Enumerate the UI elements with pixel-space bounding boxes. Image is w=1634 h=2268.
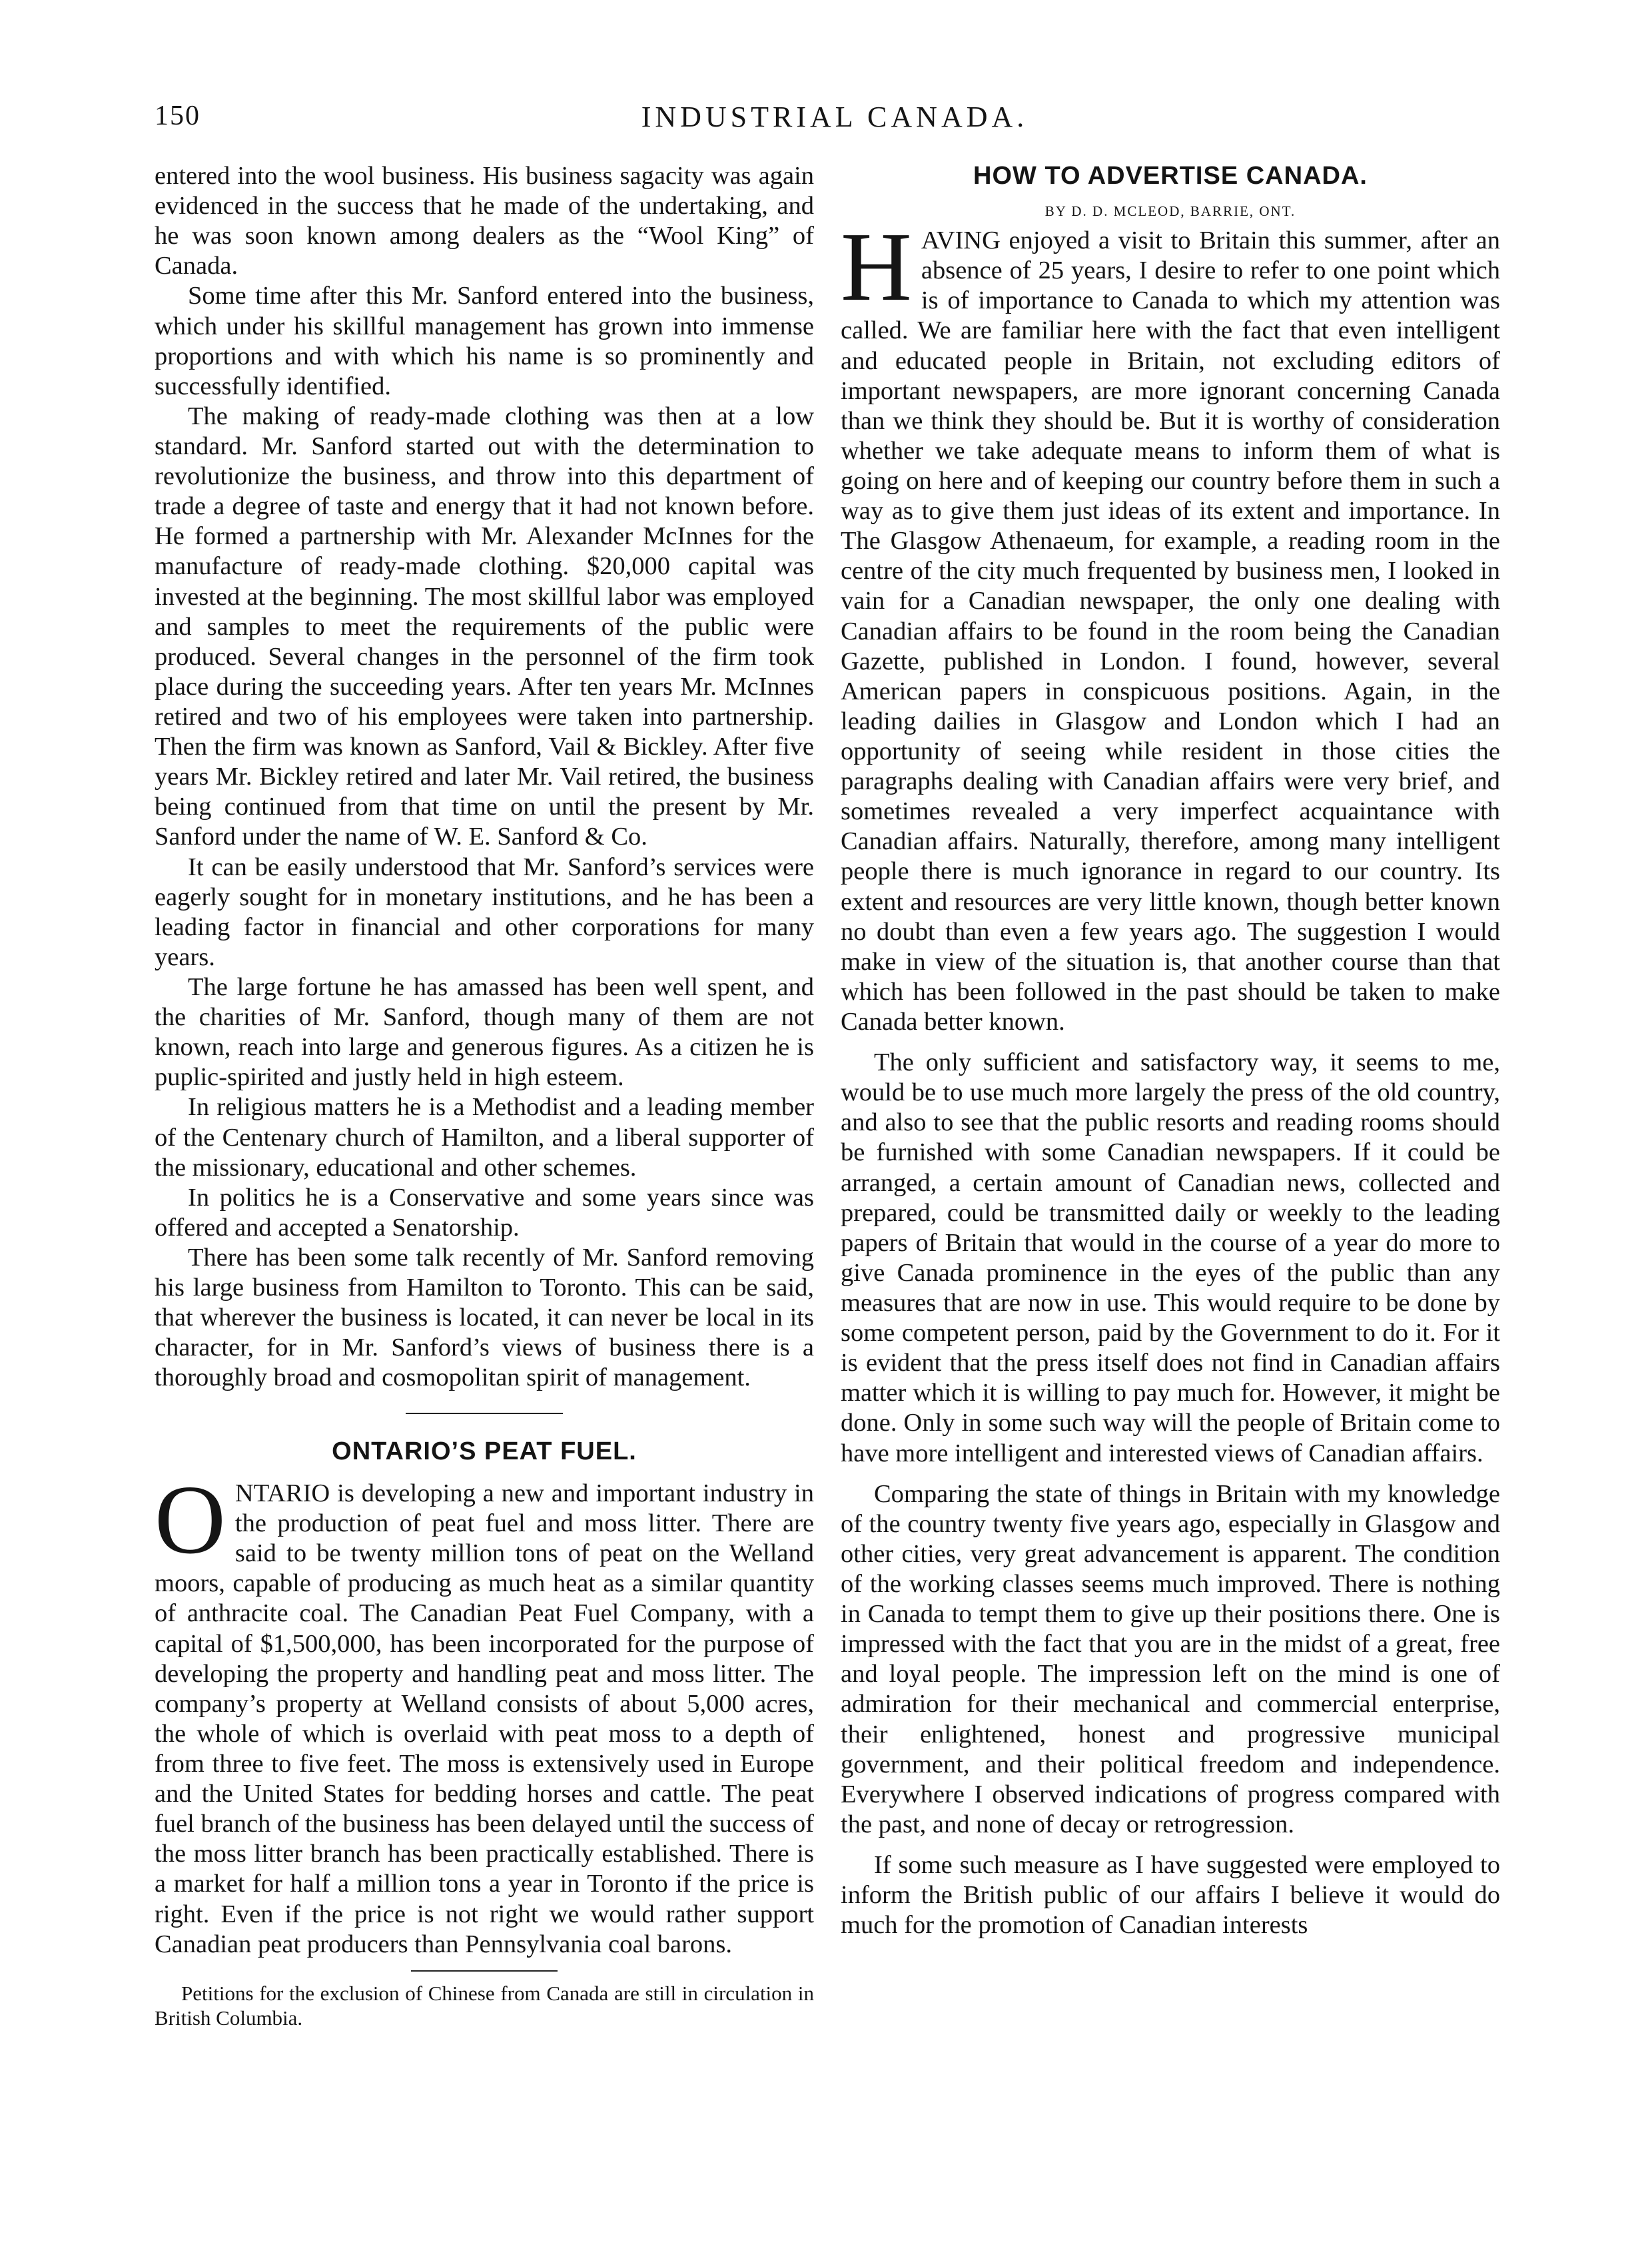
drop-cap: O xyxy=(155,1465,226,1575)
article-paragraph: entered into the wool business. His business sagacity was again evidenced in the success that he made of the undertaking, and he was soon known among dealers as the “Wool King” of Canada. xyxy=(155,162,814,280)
byline: BY D. D. MCLEOD, BARRIE, ONT. xyxy=(1044,202,1296,219)
peat-article-title: ONTARIO’S PEAT FUEL. xyxy=(332,1437,637,1466)
advertise-article-title: HOW TO ADVERTISE CANADA. xyxy=(973,162,1368,190)
peat-article-text: is developing a new and important industry in the production of peat fuel and moss litter. There are said to be twenty million tons of peat on the Welland moors, capable of producing as much heat as a similar quantity of anthracite coal. The Canadian Peat Fuel Company, with a capital of $1,500,000, has been incorporated for the purpose of developing the property and handling peat and moss litter. The company’s property at Welland consists of about 5,000 acres, the whole of which is overlaid with peat moss to a depth of from three to five feet. The moss is extensively used in Europe and the United States for bedding horses and cattle. The peat fuel branch of the business has been delayed until the success of the moss litter branch has been practically established. There is a market for half a million tons a year in Toronto if the price is right. Even if the price is not right we would rather support Canadian peat producers than Pennsylvania coal barons. xyxy=(155,1479,814,1958)
article-paragraph: In politics he is a Conservative and some years since was offered and accepted a Senatorship. xyxy=(155,1183,814,1242)
article-paragraph: The large fortune he has amassed has been well spent, and the charities of Mr. Sanford, though many of them are not known, reach into large and generous figures. As a citizen he is puplic-spirited and justly held in high esteem. xyxy=(155,972,814,1092)
section-divider xyxy=(406,1413,563,1414)
article-paragraph: The only sufficient and satisfactory way, it seems to me, would be to use much more largely the press of the old country, and also to see that the public resorts and reading rooms should be furnished with some Canadian newspapers. If it could be arranged, a certain amount of Canadian news, collected and prepared, could be transmitted daily or weekly to the leading papers of Britain that would in the course of a year do more to give Canada prominence in the eyes of the public than any measures that are now in use. This would require to be done by some competent person, paid by the Government to do it. For it is evident that the press itself does not find in Canadian affairs matter which it is willing to pay much for. However, it might be done. Only in some such way will the people of Britain come to have more intelligent and interested views of Canadian affairs. xyxy=(841,1048,1500,1467)
lead-in: AVING xyxy=(921,226,1001,255)
article-paragraph: It can be easily understood that Mr. Sanford’s services were eagerly sought for in monetary institutions, and he has been a leading factor in financial and other corporations for many years. xyxy=(155,853,814,971)
article-paragraph: Comparing the state of things in Britain with my knowledge of the country twenty five years ago, especially in Glasgow and other cities, very great advancement is apparent. The condition of the working classes seems much improved. There is nothing in Canada to tempt them to give up their positions there. One is impressed with the fact that you are in the midst of a great, free and loyal people. The impression left on the mind is one of admiration for their mechanical and commercial enterprise, their enlightened, honest and progressive municipal government, and their political freedom and independence. Everywhere I observed indications of progress compared with the past, and none of decay or retrogression. xyxy=(841,1479,1500,1838)
article-paragraph: There has been some talk recently of Mr. Sanford removing his large business from Hamilton to Toronto. This can be said, that wherever the business is located, it can never be local in its character, for in Mr. Sanford’s views of business there is a thoroughly broad and cosmopolitan spirit of management. xyxy=(155,1243,814,1392)
left-column xyxy=(155,161,814,2030)
article-paragraph xyxy=(841,212,1500,1037)
lead-in: NTARIO xyxy=(234,1479,330,1508)
article-paragraph-text: enjoyed a visit to Britain this summer, after an absence of 25 years, I desire to refer to one point which is of importance to Canada to which my attention was called. We are familiar here with the fact that even intelligent and educated people in Britain, not excluding editors of important newspapers, are more ignorant concerning Canada than we think they should be. But it is worthy of consideration whether we take adequate means to inform them of what is going on here and of keeping our country before them in such a way as to give them just ideas of its extent and importance. In The Glasgow Athenaeum, for example, a reading room in the centre of the city much frequented by business men, I looked in vain for a Canadian newspaper, the only one dealing with Canadian affairs to be found in the room being the Canadian Gazette, published in London. I found, however, several American papers in conspicuous positions. Again, in the leading dailies in Glasgow and London which I had an opportunity of seeing while resident in those cities the paragraphs dealing with Canadian affairs were very brief, and sometimes revealed a very imperfect acquaintance with Canadian affairs. Naturally, therefore, among many intelligent people there is much ignorance in regard to our country. Its extent and resources are very little known, though better known no doubt than even a few years ago. The suggestion I would make in view of the situation is, that another course than that which has been followed in the past should be taken to make Canada better known. xyxy=(841,226,1500,1036)
page-number: 150 xyxy=(155,101,201,131)
section-divider xyxy=(411,1970,558,1972)
drop-cap: H xyxy=(841,212,912,322)
journal-title: INDUSTRIAL CANADA. xyxy=(641,101,1028,133)
running-head xyxy=(155,100,1515,140)
article-paragraph: Some time after this Mr. Sanford entered into the business, which under his skillful management has grown into immense proportions and with which his name is so prominently and successfully identified. xyxy=(155,282,814,400)
news-note: Petitions for the exclusion of Chinese from Canada are still in circulation in British Columbia. xyxy=(155,1981,814,2030)
article-paragraph: The making of ready-made clothing was then at a low standard. Mr. Sanford started out with the determination to revolutionize the business, and throw into this department of trade a degree of taste and energy that it had not known before. He formed a partnership with Mr. Alexander McInnes for the manufacture of ready-made clothing. $20,000 capital was invested at the beginning. The most skillful labor was employed and samples to meet the requirements of the public were produced. Several changes in the personnel of the firm took place during the succeeding years. After ten years Mr. McInnes retired and two of his employees were taken into partnership. Then the firm was known as Sanford, Vail & Bickley. After five years Mr. Bickley retired and later Mr. Vail retired, the business being continued from that time on until the present by Mr. Sanford under the name of W. E. Sanford & Co. xyxy=(155,402,814,851)
right-column xyxy=(841,161,1500,1940)
article-paragraph: In religious matters he is a Methodist and a leading member of the Centenary church of Hamilton, and a liberal supporter of the missionary, educational and other schemes. xyxy=(155,1093,814,1182)
peat-article-body xyxy=(155,1465,814,1960)
article-paragraph: If some such measure as I have suggested were employed to inform the British public of our affairs I believe it would do much for the promotion of Canadian interests xyxy=(841,1850,1500,1940)
